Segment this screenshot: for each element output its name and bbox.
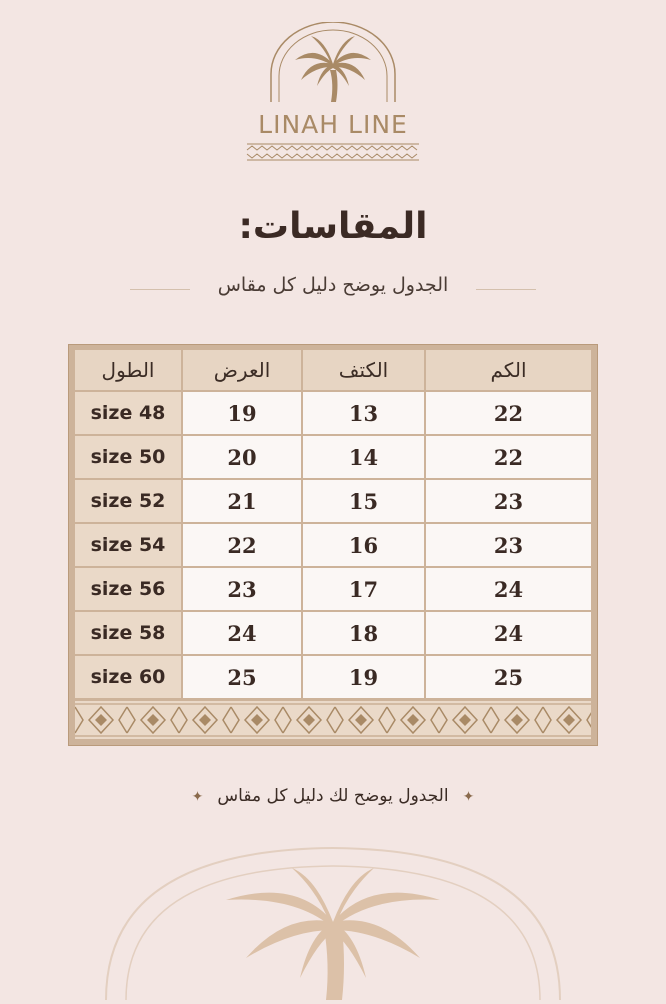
header-shoulder: الكتف [303,350,424,390]
header-sleeve: الكم [426,350,591,390]
cell-size: size 52 [75,480,181,522]
brand-name: LINAH LINE [258,110,408,139]
cell-shoulder: 16 [303,524,424,566]
cell-width: 25 [183,656,301,698]
palm-tree-watermark-icon [96,838,570,1000]
page-title: المقاسات: [238,206,428,247]
footer-note [0,786,666,806]
cell-sleeve: 22 [426,392,591,434]
cell-shoulder: 13 [303,392,424,434]
size-table [68,344,598,746]
cell-width: 24 [183,612,301,654]
cell-size: size 48 [75,392,181,434]
cell-shoulder: 18 [303,612,424,654]
cell-shoulder: 19 [303,656,424,698]
cell-size: size 56 [75,568,181,610]
cell-sleeve: 23 [426,480,591,522]
cell-width: 23 [183,568,301,610]
geometric-pattern-icon [75,701,591,739]
cell-size: size 58 [75,612,181,654]
cell-width: 20 [183,436,301,478]
cell-width: 21 [183,480,301,522]
subtitle-row [0,274,666,304]
footer-note-text: الجدول يوضح لك دليل كل مقاس [217,786,449,806]
cell-sleeve: 22 [426,436,591,478]
header-width: العرض [183,350,301,390]
cell-shoulder: 17 [303,568,424,610]
palm-tree-icon [233,22,433,167]
cell-width: 22 [183,524,301,566]
cell-sleeve: 24 [426,612,591,654]
cell-size: size 50 [75,436,181,478]
cell-size: size 54 [75,524,181,566]
header-length: الطول [75,350,181,390]
sparkle-icon: ✦ [191,789,204,805]
sparkle-icon: ✦ [462,789,475,805]
decorative-pattern-band [75,701,591,739]
cell-sleeve: 23 [426,524,591,566]
cell-width: 19 [183,392,301,434]
cell-shoulder: 15 [303,480,424,522]
watermark-logo [96,838,570,1000]
cell-shoulder: 14 [303,436,424,478]
page-subtitle: الجدول يوضح دليل كل مقاس [217,274,449,296]
cell-sleeve: 24 [426,568,591,610]
brand-logo [233,22,433,167]
cell-sleeve: 25 [426,656,591,698]
cell-size: size 60 [75,656,181,698]
